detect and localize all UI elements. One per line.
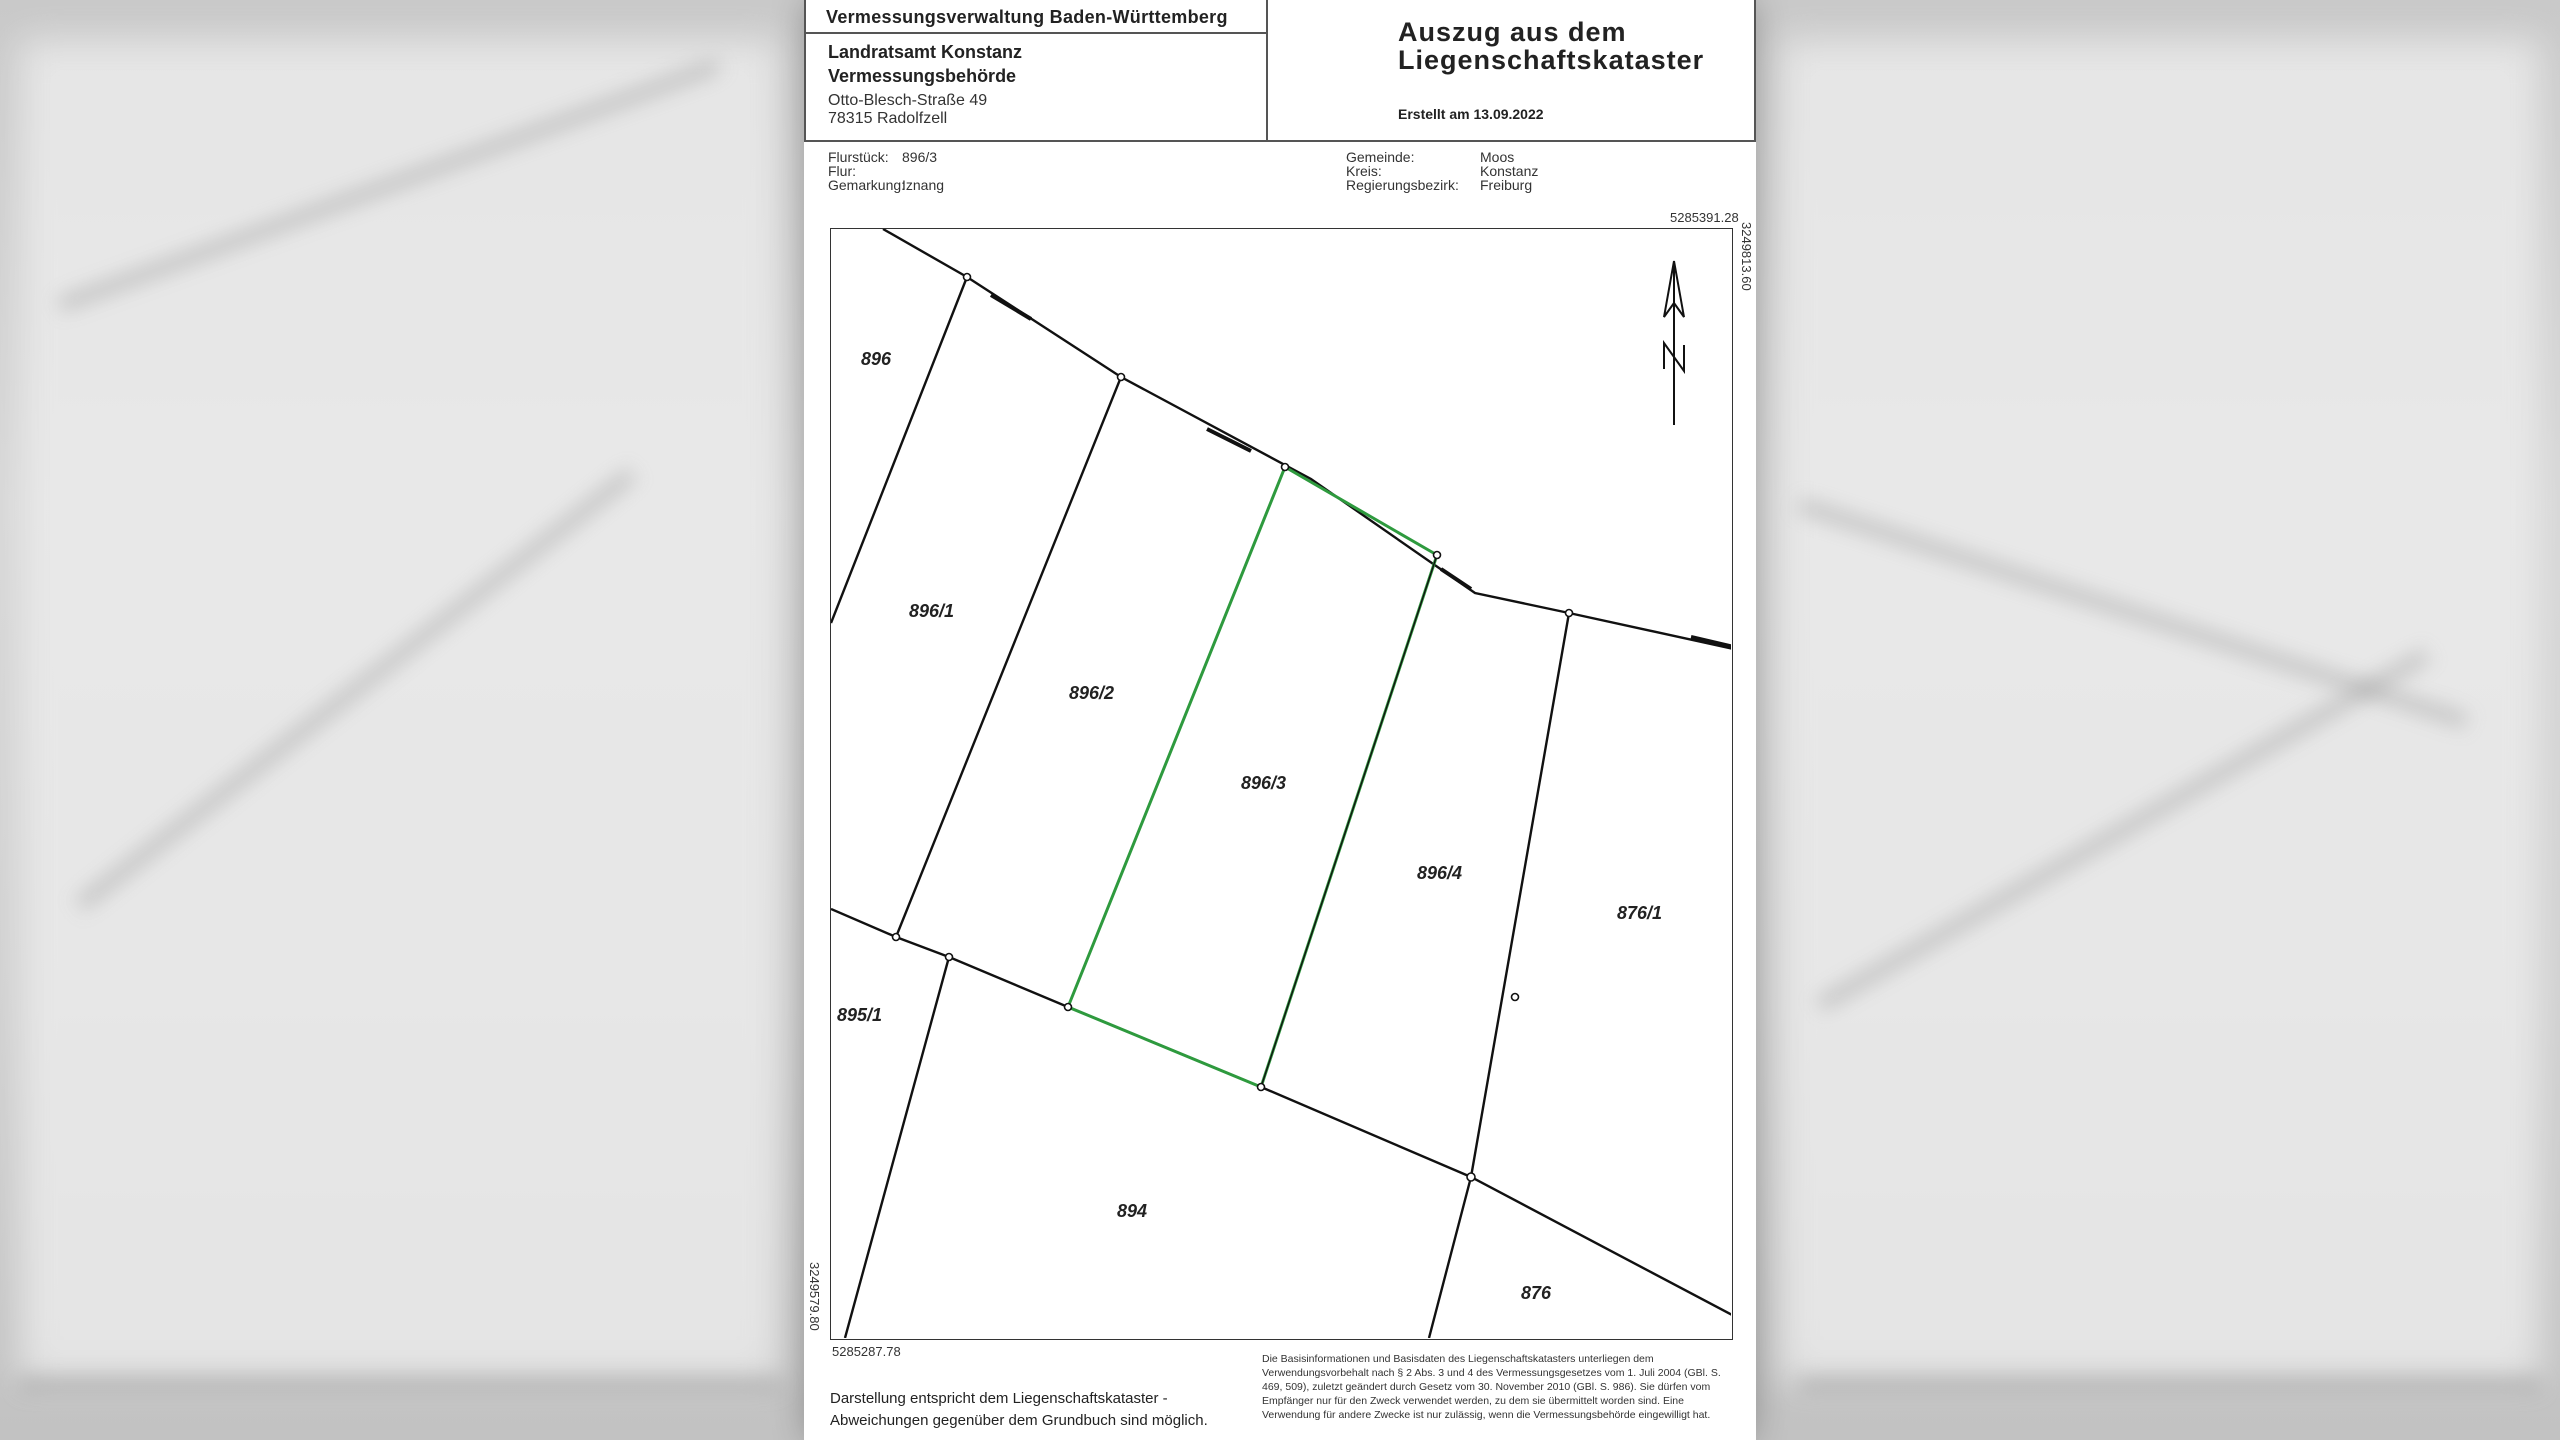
boundary-point [1118, 374, 1125, 381]
parcel-label-896-2: 896/2 [1069, 683, 1115, 703]
road-edge-thick [991, 295, 1031, 319]
gemeinde-label: Gemeinde: [1346, 149, 1415, 165]
boundary-point [1467, 1173, 1475, 1181]
boundary-point [1512, 994, 1519, 1001]
bezirk-value: Freiburg [1480, 177, 1533, 193]
boundary-point [964, 274, 971, 281]
coord-top-right-east: 3249813.60 [1739, 222, 1754, 291]
map-drawing [831, 229, 1731, 1338]
parcel-label-876: 876 [1521, 1283, 1552, 1303]
boundary-point [893, 934, 900, 941]
road-edge-thick-3 [1441, 569, 1471, 589]
office-street: Otto-Blesch-Straße 49 [828, 92, 988, 109]
coord-bottom-left-east: 3249579.80 [807, 1262, 822, 1331]
flurstueck-value: 896/3 [902, 149, 938, 165]
coord-bottom-left-north: 5285287.78 [832, 1344, 901, 1359]
bezirk-label: Regierungsbezirk: [1346, 177, 1459, 193]
parcel-label-894: 894 [1117, 1201, 1148, 1221]
boundary-point [1282, 464, 1289, 471]
gemarkung-label: Gemarkung: [828, 177, 906, 193]
cadastral-extract-sheet [804, 0, 1756, 1440]
boundary-8961-8962 [896, 377, 1121, 937]
boundary-point [946, 954, 953, 961]
parcel-label-896-3: 896/3 [1241, 773, 1287, 793]
title-line-2: Liegenschaftskataster [1398, 45, 1705, 75]
document-header [804, 0, 1756, 142]
office-name: Landratsamt Konstanz [828, 42, 1023, 62]
office-department: Vermessungsbehörde [828, 66, 1017, 86]
cadastral-map [830, 228, 1733, 1340]
boundary-896-8961 [831, 277, 967, 623]
document-title [1398, 18, 1704, 74]
agency-block [806, 0, 1268, 140]
gemeinde-value: Moos [1480, 149, 1515, 165]
creation-date: Erstellt am 13.09.2022 [1398, 106, 1544, 122]
parcel-info-right [1346, 150, 1538, 192]
parcel-label-896-4: 896/4 [1417, 863, 1463, 883]
parcel-label-896-1: 896/1 [909, 601, 955, 621]
boundary-point [1566, 610, 1573, 617]
flur-label: Flur: [828, 163, 856, 179]
southern-boundary [831, 909, 1731, 1316]
footer-note [830, 1388, 1208, 1432]
parcel-label-896: 896 [861, 349, 892, 369]
north-arrow-icon [1664, 261, 1684, 425]
boundary-point [1065, 1004, 1072, 1011]
footer-legal-text: Die Basisinformationen und Basisdaten des Liegenschaftskatasters unterliegen dem Verwendungsvorbehalt nach § 2 Abs. 3 und 4 des Vermessungsgesetzes vom 1. Juli 2004 (GBl. S. 469, 509), zuletzt geändert durch Gesetz vom 30. November 2010 (GBl. S. 986). Sie dürfen vom Empfänger nur für den Zweck verwendet werden, zu dem sie übermittelt worden sind. Eine Verwendung für andere Zwecke ist nur zulässig, wenn die Vermessungsbehörde eingewilligt hat. [1262, 1353, 1721, 1421]
gemarkung-value: Iznang [902, 177, 945, 193]
footer-note-line-2: Abweichungen gegenüber dem Grundbuch sind möglich. [830, 1412, 1208, 1429]
parcel-label-876-1: 876/1 [1617, 903, 1663, 923]
footer-note-line-1: Darstellung entspricht dem Liegenschaftskataster - [830, 1390, 1168, 1407]
boundary-8963-8964 [1261, 555, 1437, 1087]
agency-name: Vermessungsverwaltung Baden-Württemberg [806, 0, 1266, 34]
road-edge-thick-2 [1207, 429, 1251, 451]
parcel-info-left [828, 150, 944, 192]
boundary-point [1434, 552, 1441, 559]
road-boundary [883, 229, 1731, 649]
boundary-894-876 [1429, 1177, 1471, 1338]
kreis-label: Kreis: [1346, 163, 1382, 179]
kreis-value: Konstanz [1480, 163, 1539, 179]
office-city: 78315 Radolfzell [828, 110, 948, 127]
coord-top-right-north: 5285391.28 [1670, 210, 1739, 225]
title-line-1: Auszug aus dem [1398, 17, 1627, 47]
boundary-8964-8761 [1471, 613, 1569, 1177]
parcel-label-895-1: 895/1 [837, 1005, 883, 1025]
flurstueck-label: Flurstück: [828, 149, 889, 165]
boundary-point [1258, 1084, 1265, 1091]
